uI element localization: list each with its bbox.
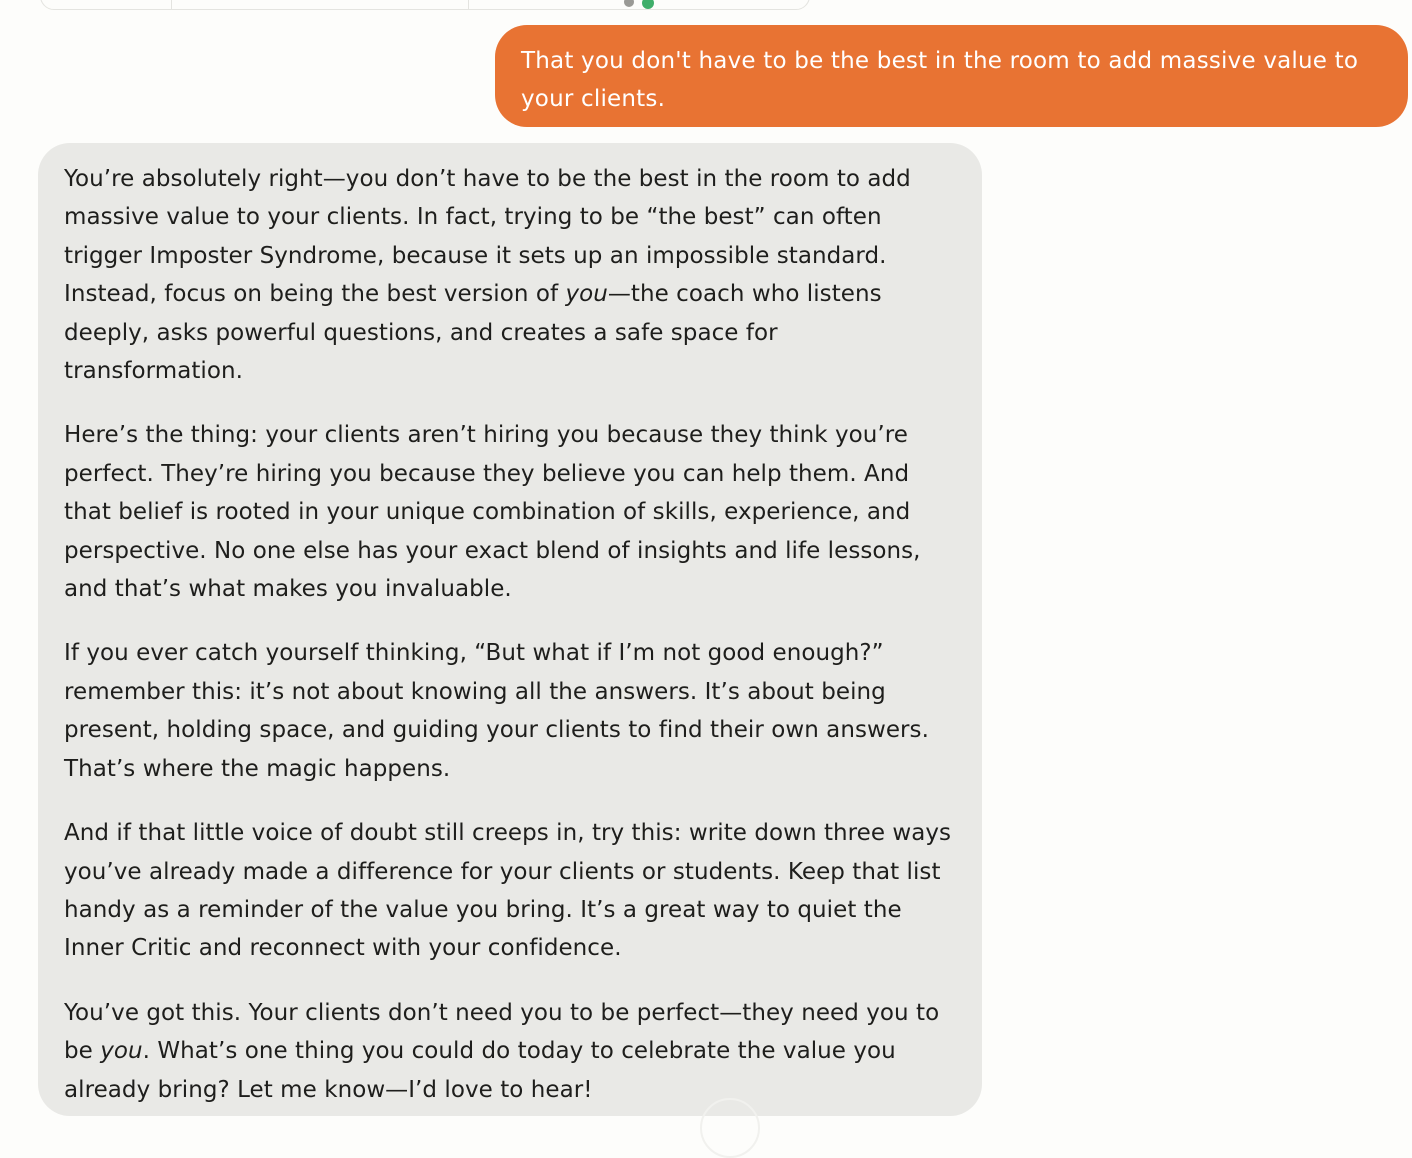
user-message-bubble: [495, 25, 1408, 127]
strip-divider: [171, 0, 172, 9]
strip-divider: [468, 0, 469, 9]
avatar-icon: [624, 0, 634, 7]
status-dot-icon: [642, 0, 654, 9]
assistant-message-bubble: [38, 143, 982, 1116]
scroll-down-button[interactable]: [700, 1098, 760, 1158]
assistant-paragraph-2: Here’s the thing: your clients aren’t hiring you because they think you’re perfect. They’re hiring you because they believe you can help them. And that belief is rooted in your unique combination of skills, experience, and perspective. No one else has your exact blend of insights and life lessons, and that’s what makes you invaluable.: [64, 422, 921, 603]
user-message-text: That you don't have to be the best in the room to add massive value to your clients.: [521, 48, 1359, 112]
previous-content-strip: [40, 0, 810, 10]
assistant-paragraph-1: You’re absolutely right—you don’t have to be the best in the room to add massive value to your clients. In fact, trying to be “the best” can often trigger Imposter Syndrome, because it sets up an impossible standard. Instead, focus on being the best version of you—the coach who listens deeply, asks powerful questions, and creates a safe space for transformation.: [64, 166, 911, 385]
assistant-paragraph-4: And if that little voice of doubt still creeps in, try this: write down three ways you’ve already made a difference for your clients or students. Keep that list handy as a reminder of the value you bring. It’s a great way to quiet the Inner Critic and reconnect with your confidence.: [64, 820, 952, 962]
assistant-paragraph-5: You’ve got this. Your clients don’t need you to be perfect—they need you to be you. What’s one thing you could do today to celebrate the value you already bring? Let me know—I’d love to hear!: [64, 999, 940, 1103]
assistant-paragraph-3: If you ever catch yourself thinking, “But what if I’m not good enough?” remember this: it’s not about knowing all the answers. It’s about being present, holding space, and guiding your clients to find their own answers. That’s where the magic happens.: [64, 640, 929, 782]
